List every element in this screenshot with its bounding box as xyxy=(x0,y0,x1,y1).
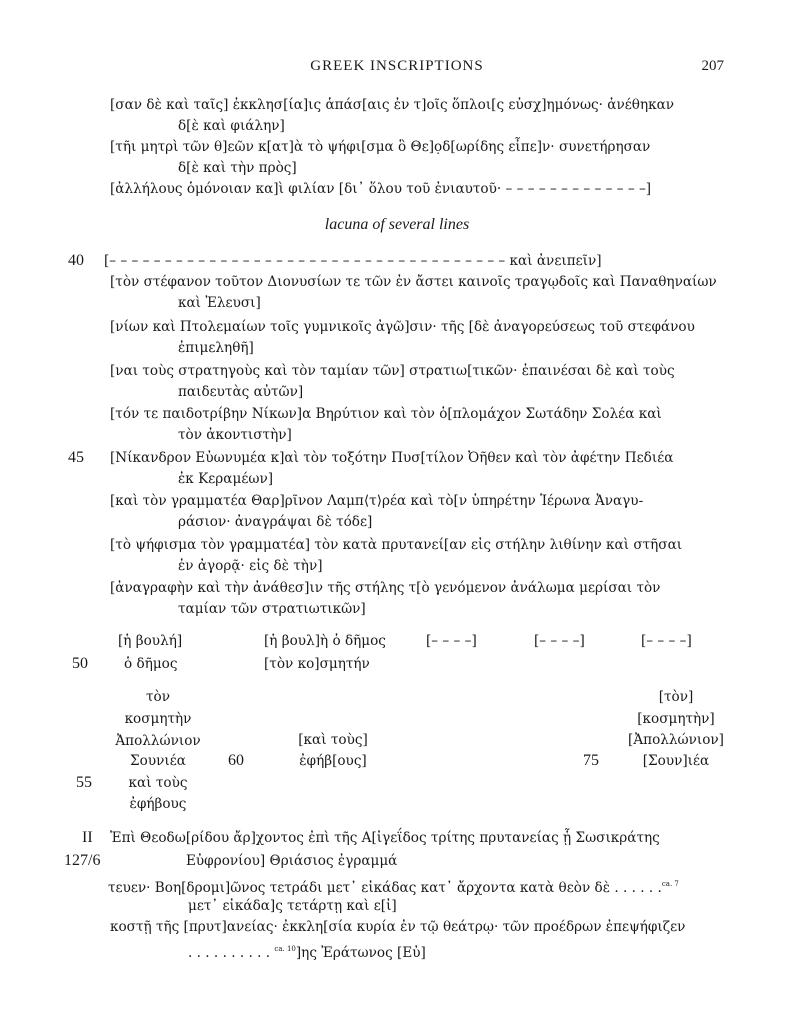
left-list-item: Σουνιέα xyxy=(130,753,186,769)
ca-note: ca. 7 xyxy=(661,880,679,888)
right-list-item: [Ἀπολλώνιον] xyxy=(628,732,724,748)
text-line: τὸν ἀκοντιστὴν] xyxy=(178,427,292,443)
text-line: καὶ Ἐλευσι] xyxy=(178,295,261,311)
text-line: ταμίαν τῶν στρατιωτικῶν] xyxy=(178,601,366,617)
left-list-item: καὶ τοὺς xyxy=(128,775,188,791)
left-list-item: Ἀπολλώνιον xyxy=(115,733,201,749)
left-list-item: ἐφήβους xyxy=(129,796,187,812)
omission-dots: . . . . . . xyxy=(614,880,662,896)
text-line xyxy=(108,875,679,897)
text-line: δ[ὲ καὶ τὴν πρὸς] xyxy=(178,160,297,176)
crown-text: ὁ δῆμος xyxy=(124,656,178,672)
crown-text: [τὸν κο]σμητήν xyxy=(264,656,370,672)
text-line: μετ᾽ εἰκάδα]ς τετάρτῃ καὶ ε[ἰ] xyxy=(188,898,397,914)
line-number: 50 xyxy=(72,655,88,672)
line-number: 60 xyxy=(228,752,244,769)
page-header xyxy=(0,58,794,78)
omission-dots: . . . . . . . . . . xyxy=(188,945,275,961)
line-number: 55 xyxy=(76,774,92,791)
text-line: [Νίκανδρον Εὐωνυμέα κ]αὶ τὸν τοξότην Πυσ[τίλον Ὀῆθεν καὶ τὸν ἀφέτην Πεδιέα xyxy=(110,450,674,466)
running-title: GREEK INSCRIPTIONS xyxy=(310,58,484,74)
text-line: [ἀναγραφὴν καὶ τὴν ἀνάθεσ]ιν τῆς στήλης τ[ὸ γενόμενον ἀνάλωμα μερίσαι τὸν xyxy=(110,580,661,596)
text-segment: ]ης Ἐράτωνος [Εὐ] xyxy=(295,945,426,961)
text-line: [τῆι μητρὶ τῶν θ]εῶν κ[ατ]ὰ τὸ ψήφι[σμα ὃ Θε]ọδ[ωρίδης εἶπε]ν· συνετήρησαν xyxy=(110,139,651,155)
right-list-item: [τὸν] xyxy=(658,689,694,705)
text-line: [– – – – – – – – – – – – – – – – – – – – – – – – – – – – – – – – – – – – καὶ ἀνειπεῖν] xyxy=(104,253,602,269)
text-line: ἐκ Κεραμέων] xyxy=(178,471,274,487)
text-line: [τὸν στέφανον τοῦτον Διονυσίων τε τῶν ἐν ἄστει καινοῖς τραγῳδοῖς καὶ Παναθηναίων xyxy=(110,274,717,290)
text-segment: τευεν· Βοη[δρομι]ῶνος τετράδι μετ᾽ εἰκάδας κατ᾽ ἄρχοντα κατὰ θεὸν δὲ xyxy=(108,880,615,896)
mid-list-item: ἐφήβ[ους] xyxy=(299,753,367,769)
line-number: 40 xyxy=(68,252,84,269)
line-number: 75 xyxy=(583,752,599,769)
date-label: 127/6 xyxy=(64,852,101,869)
text-line: δ[ὲ καὶ φιάλην] xyxy=(178,118,285,134)
text-line: κοστῇ τῆς [πρυτ]ανείας· ἐκκλη[σία κυρία ἐν τῷ θεάτρῳ· τῶν προέδρων ἐπεψήφιζεν xyxy=(110,919,686,935)
text-line: Εὐφρονίου] Θριάσιος ἐγραμμά xyxy=(186,853,398,869)
text-line: [τόν τε παιδοτρίβην Νίκων]α Βηρύτιον καὶ τὸν ὁ[πλομάχον Σωτάδην Σολέα καὶ xyxy=(110,406,662,422)
text-line: Ἐπὶ Θεοδω[ρίδου ἄρ]χοντος ἐπὶ τῆς Α[ἰγεΐδος τρίτης πρυτανείας ᾗ Σωσικράτης xyxy=(110,830,660,846)
text-line: [ναι τοὺς στρατηγοὺς καὶ τὸν ταμίαν τῶν] στρατιω[τικῶν· ἐπαινέσαι δὲ καὶ τοὺς xyxy=(110,363,675,379)
crown-blank: [– – – –] xyxy=(641,633,692,649)
left-list-item: τὸν xyxy=(146,689,170,705)
text-line xyxy=(188,940,426,962)
text-line: [σαν δὲ καὶ ταῖς] ἐκκλησ[ία]ις ἁπάσ[αις ἐν τ]οῖς ὅπλοι[ς εὐσχ]ημόνως· ἀνέθηκαν xyxy=(110,97,675,113)
text-line: ἐν ἀγορᾷ· εἰς δὲ τὴν] xyxy=(178,558,323,574)
lacuna-note: lacuna of several lines xyxy=(324,216,470,233)
mid-list-item: [καὶ τοὺς] xyxy=(298,732,368,748)
section-label: II xyxy=(82,829,93,846)
text-line: [καὶ τὸν γραμματέα Θαρ]ρῖνον Λαμπ⟨τ⟩ρέα καὶ τὸ[ν ὑπηρέτην Ἱέρωνα Ἀναγυ- xyxy=(110,493,644,509)
text-line: [τὸ ψήφισμα τὸν γραμματέα] τὸν κατὰ πρυτανεί[αν εἰς στήλην λιθίνην καὶ στῆσαι xyxy=(110,537,683,553)
crown-text: [ἡ βουλή] xyxy=(118,633,183,649)
crown-blank: [– – – –] xyxy=(426,633,477,649)
page-number: 207 xyxy=(701,58,724,74)
right-list-item: [Σουν]ιέα xyxy=(642,753,710,769)
text-line: ἐπιμεληθῆ] xyxy=(178,340,254,356)
ca-note: ca. 10 xyxy=(274,945,296,953)
crown-text: [ἡ βουλ]ὴ ὁ δῆμος xyxy=(264,633,386,649)
crown-blank: [– – – –] xyxy=(534,633,585,649)
text-line: [ἀλλήλους ὁμόνοιαν κα]ὶ φιλίαν [δι᾽ ὅλου τοῦ ἐνιαυτοῦ· – – – – – – – – – – – – –] xyxy=(110,181,652,197)
right-list-item: [κοσμητὴν] xyxy=(637,711,715,727)
text-line: [νίων καὶ Πτολεμαίων τοῖς γυμνικοῖς ἀγῶ]σιν· τῆς [δὲ ἀναγορεύσεως τοῦ στεφάνου xyxy=(110,319,695,335)
line-number: 45 xyxy=(68,449,84,466)
left-list-item: κοσμητὴν xyxy=(124,711,192,727)
text-line: παιδευτὰς αὐτῶν] xyxy=(178,384,304,400)
text-line: ράσιον· ἀναγράψαι δὲ τόδε] xyxy=(178,514,373,530)
